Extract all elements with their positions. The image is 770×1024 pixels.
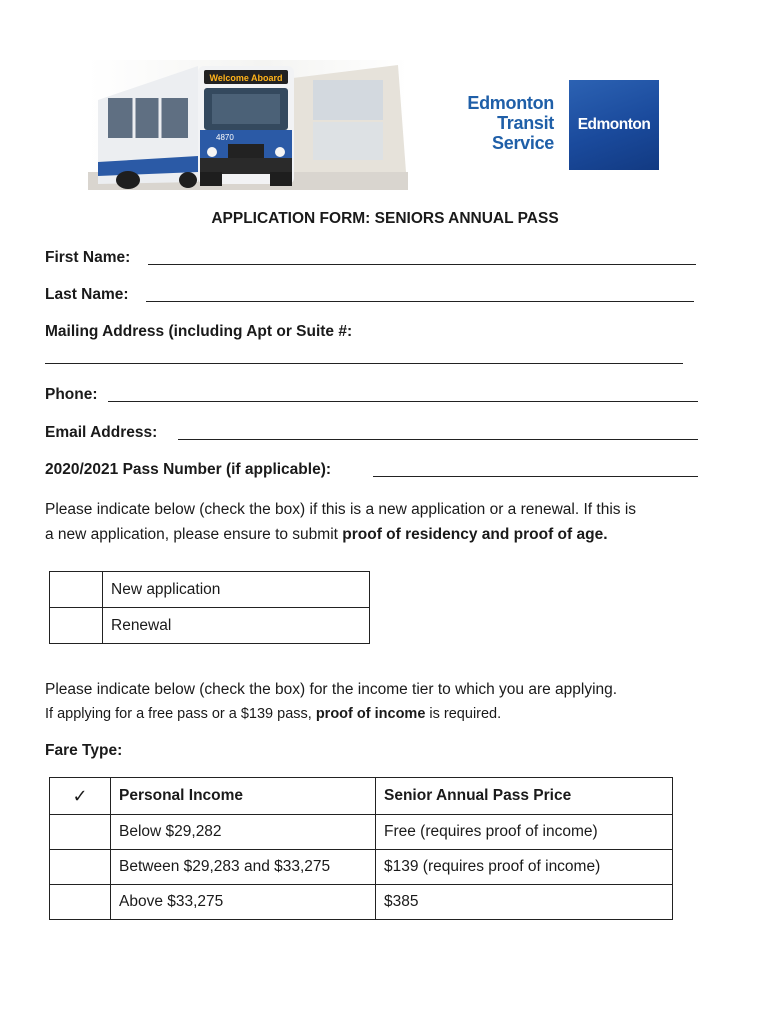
price-cell: $139 (requires proof of income) <box>376 850 673 885</box>
instruction-line <box>45 702 735 727</box>
instruction-bold-text: proof of residency and proof of age. <box>342 526 608 543</box>
income-instructions <box>45 677 735 727</box>
instruction-line <box>45 522 735 547</box>
income-cell: Between $29,283 and $33,275 <box>111 850 376 885</box>
table-row <box>50 815 673 850</box>
fare-type-label: Fare Type: <box>45 742 123 759</box>
first-name-input-line[interactable] <box>148 264 696 265</box>
city-logo-text: Edmonton <box>577 116 651 133</box>
new-application-checkbox[interactable] <box>50 572 103 608</box>
pass-number-input-line[interactable] <box>373 476 698 477</box>
mailing-address-label: Mailing Address (including Apt or Suite #: <box>45 323 353 340</box>
table-row <box>50 850 673 885</box>
instruction-bold-text: proof of income <box>315 706 426 722</box>
renewal-label: Renewal <box>103 608 370 644</box>
city-of-edmonton-logo <box>569 80 659 170</box>
ets-logo-line: Service <box>492 133 554 153</box>
application-instructions <box>45 497 735 547</box>
ets-logo <box>430 93 554 153</box>
price-cell: Free (requires proof of income) <box>376 815 673 850</box>
fare-tier-checkbox[interactable] <box>50 885 111 920</box>
fare-tier-checkbox[interactable] <box>50 815 111 850</box>
instruction-text: is required. <box>425 706 502 722</box>
first-name-label: First Name: <box>45 249 131 266</box>
last-name-label: Last Name: <box>45 286 129 303</box>
new-application-label: New application <box>103 572 370 608</box>
column-header-personal-income: Personal Income <box>111 778 376 815</box>
price-cell: $385 <box>376 885 673 920</box>
last-name-input-line[interactable] <box>146 301 694 302</box>
instruction-line: Please indicate below (check the box) if this is a new application or a renewal. If this is <box>45 501 637 518</box>
checkmark-header: ✓ <box>50 778 111 815</box>
fare-tier-checkbox[interactable] <box>50 850 111 885</box>
instruction-text: a new application, please ensure to submit <box>45 526 343 543</box>
table-row <box>50 608 370 644</box>
ets-logo-line: Edmonton <box>467 93 554 113</box>
phone-label: Phone: <box>45 386 98 403</box>
instruction-text: If applying for a free pass or a $139 pass, <box>45 706 316 722</box>
bus-number-text: 4870 <box>216 133 234 142</box>
ets-logo-line: Transit <box>497 113 554 133</box>
fare-type-table <box>49 777 673 920</box>
table-row <box>50 885 673 920</box>
pass-number-label: 2020/2021 Pass Number (if applicable): <box>45 461 332 478</box>
phone-input-line[interactable] <box>108 401 698 402</box>
bus-sign-text: Welcome Aboard <box>209 73 283 83</box>
table-row <box>50 572 370 608</box>
renewal-checkbox[interactable] <box>50 608 103 644</box>
table-header-row <box>50 778 673 815</box>
column-header-pass-price: Senior Annual Pass Price <box>376 778 673 815</box>
income-cell: Below $29,282 <box>111 815 376 850</box>
income-cell: Above $33,275 <box>111 885 376 920</box>
application-type-table <box>49 571 370 644</box>
email-input-line[interactable] <box>178 439 698 440</box>
mailing-address-input-line[interactable] <box>45 363 683 364</box>
email-label: Email Address: <box>45 424 158 441</box>
form-title: APPLICATION FORM: SENIORS ANNUAL PASS <box>211 210 559 227</box>
bus-photo <box>88 60 408 190</box>
instruction-line: Please indicate below (check the box) for the income tier to which you are applying. <box>45 681 618 698</box>
